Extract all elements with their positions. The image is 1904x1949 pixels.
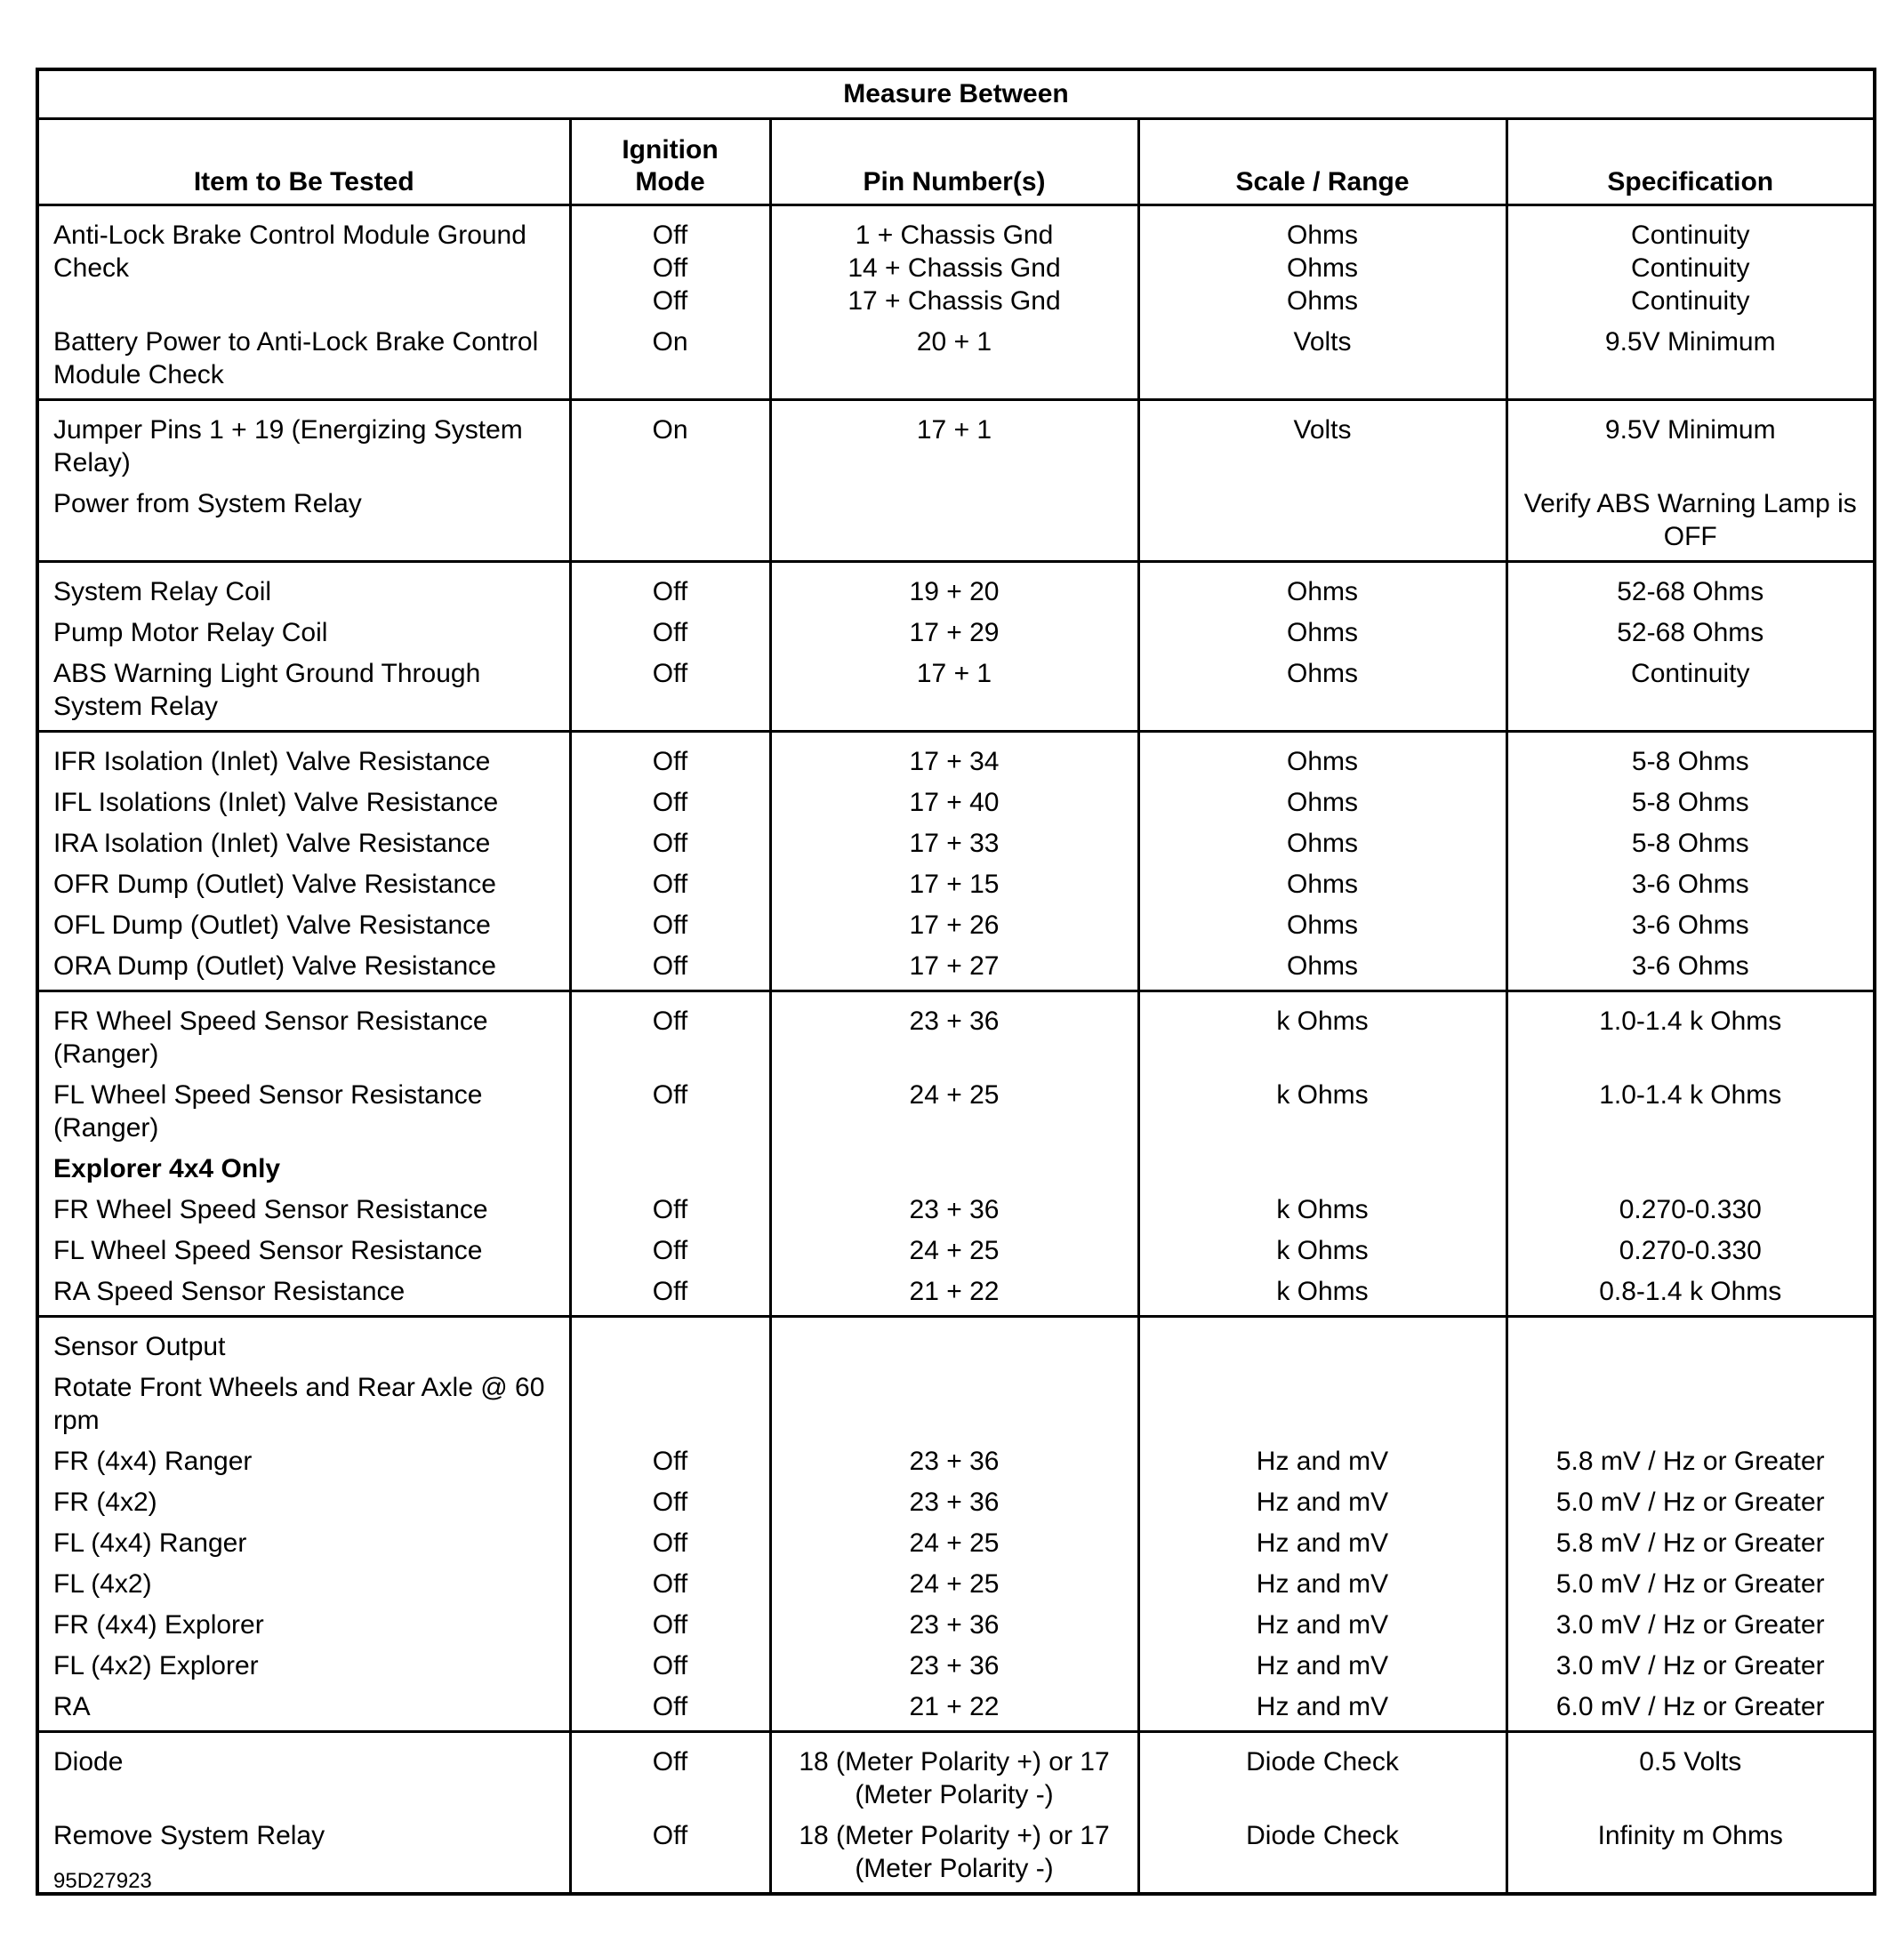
cell-spec: 3.0 mV / Hz or Greater bbox=[1506, 1649, 1875, 1690]
table-row bbox=[37, 325, 1875, 400]
cell-spec: Verify ABS Warning Lamp is OFF bbox=[1506, 487, 1875, 562]
cell-spec: 0.5 Volts bbox=[1506, 1732, 1875, 1820]
cell-scale bbox=[1138, 487, 1506, 562]
table-row bbox=[37, 868, 1875, 909]
cell-pins: 17 + 29 bbox=[770, 616, 1138, 657]
cell-spec: 3.0 mV / Hz or Greater bbox=[1506, 1608, 1875, 1649]
cell-scale: Ohms bbox=[1138, 909, 1506, 950]
cell-mode bbox=[570, 1371, 770, 1445]
cell-spec bbox=[1506, 1371, 1875, 1445]
cell-mode: Off bbox=[570, 950, 770, 991]
cell-scale: Ohms bbox=[1138, 616, 1506, 657]
cell-scale bbox=[1138, 1152, 1506, 1193]
cell-mode: Off bbox=[570, 991, 770, 1079]
table-row bbox=[37, 732, 1875, 787]
cell-spec: 5.8 mV / Hz or Greater bbox=[1506, 1445, 1875, 1486]
cell-spec: 9.5V Minimum bbox=[1506, 325, 1875, 400]
cell-spec bbox=[1506, 1317, 1875, 1372]
cell-mode: Off bbox=[570, 827, 770, 868]
cell-mode: Off bbox=[570, 1608, 770, 1649]
table-row bbox=[37, 1649, 1875, 1690]
cell-item: OFL Dump (Outlet) Valve Resistance bbox=[37, 909, 570, 950]
table-row bbox=[37, 1317, 1875, 1372]
cell-mode: Off bbox=[570, 732, 770, 787]
cell-pins: 17 + 40 bbox=[770, 786, 1138, 827]
cell-pins: 23 + 36 bbox=[770, 1649, 1138, 1690]
cell-scale: Ohms bbox=[1138, 562, 1506, 617]
cell-pins: 18 (Meter Polarity +) or 17 (Meter Polarity -) bbox=[770, 1819, 1138, 1894]
cell-pins: 17 + 1 bbox=[770, 400, 1138, 488]
table-group bbox=[37, 562, 1875, 732]
header-specification: Specification bbox=[1506, 119, 1875, 205]
cell-item: Battery Power to Anti-Lock Brake Control Module Check bbox=[37, 325, 570, 400]
header-item: Item to Be Tested bbox=[37, 119, 570, 205]
cell-spec: Continuity Continuity Continuity bbox=[1506, 205, 1875, 326]
cell-scale: k Ohms bbox=[1138, 1275, 1506, 1317]
cell-scale: Hz and mV bbox=[1138, 1608, 1506, 1649]
cell-mode: Off bbox=[570, 786, 770, 827]
cell-item: FL Wheel Speed Sensor Resistance bbox=[37, 1234, 570, 1275]
cell-scale bbox=[1138, 1371, 1506, 1445]
cell-mode: Off bbox=[570, 1732, 770, 1820]
cell-mode bbox=[570, 1317, 770, 1372]
table-row bbox=[37, 205, 1875, 326]
cell-spec: 0.270-0.330 bbox=[1506, 1234, 1875, 1275]
cell-mode: Off Off Off bbox=[570, 205, 770, 326]
cell-mode bbox=[570, 487, 770, 562]
cell-spec: 3-6 Ohms bbox=[1506, 909, 1875, 950]
cell-mode: Off bbox=[570, 1234, 770, 1275]
cell-pins: 1 + Chassis Gnd 14 + Chassis Gnd 17 + Chassis Gnd bbox=[770, 205, 1138, 326]
cell-mode: Off bbox=[570, 1649, 770, 1690]
cell-spec bbox=[1506, 1152, 1875, 1193]
cell-mode: Off bbox=[570, 1193, 770, 1234]
cell-item: FR (4x4) Ranger bbox=[37, 1445, 570, 1486]
measurement-table bbox=[36, 68, 1876, 1896]
table-group bbox=[37, 205, 1875, 400]
table-row bbox=[37, 1486, 1875, 1527]
measurement-table-container bbox=[36, 68, 1873, 1896]
cell-scale: Hz and mV bbox=[1138, 1690, 1506, 1732]
table-row bbox=[37, 991, 1875, 1079]
cell-pins: 24 + 25 bbox=[770, 1527, 1138, 1568]
cell-scale: Diode Check bbox=[1138, 1819, 1506, 1894]
cell-pins: 20 + 1 bbox=[770, 325, 1138, 400]
header-scale-range: Scale / Range bbox=[1138, 119, 1506, 205]
cell-scale: Ohms bbox=[1138, 657, 1506, 732]
header-ignition-mode: Ignition Mode bbox=[570, 119, 770, 205]
cell-spec: 52-68 Ohms bbox=[1506, 616, 1875, 657]
table-group bbox=[37, 1732, 1875, 1895]
cell-item: FL (4x4) Ranger bbox=[37, 1527, 570, 1568]
cell-scale: Ohms bbox=[1138, 786, 1506, 827]
cell-scale: Ohms bbox=[1138, 868, 1506, 909]
cell-scale: Ohms Ohms Ohms bbox=[1138, 205, 1506, 326]
cell-mode: On bbox=[570, 400, 770, 488]
cell-item: System Relay Coil bbox=[37, 562, 570, 617]
cell-pins bbox=[770, 1371, 1138, 1445]
cell-item: FL (4x2) bbox=[37, 1568, 570, 1608]
cell-pins: 17 + 34 bbox=[770, 732, 1138, 787]
cell-scale: Hz and mV bbox=[1138, 1649, 1506, 1690]
cell-item: ORA Dump (Outlet) Valve Resistance bbox=[37, 950, 570, 991]
table-row bbox=[37, 1608, 1875, 1649]
table-row bbox=[37, 950, 1875, 991]
table-row bbox=[37, 1152, 1875, 1193]
cell-pins: 17 + 26 bbox=[770, 909, 1138, 950]
table-row bbox=[37, 562, 1875, 617]
cell-pins: 24 + 25 bbox=[770, 1079, 1138, 1152]
cell-mode: Off bbox=[570, 1486, 770, 1527]
cell-item: Rotate Front Wheels and Rear Axle @ 60 rpm bbox=[37, 1371, 570, 1445]
cell-scale: Hz and mV bbox=[1138, 1568, 1506, 1608]
cell-spec: Continuity bbox=[1506, 657, 1875, 732]
super-header: Measure Between bbox=[37, 69, 1875, 119]
cell-scale: k Ohms bbox=[1138, 991, 1506, 1079]
cell-mode: Off bbox=[570, 1568, 770, 1608]
cell-spec: 3-6 Ohms bbox=[1506, 868, 1875, 909]
cell-spec: 5.0 mV / Hz or Greater bbox=[1506, 1486, 1875, 1527]
cell-item: FR Wheel Speed Sensor Resistance bbox=[37, 1193, 570, 1234]
cell-spec: 9.5V Minimum bbox=[1506, 400, 1875, 488]
cell-mode: Off bbox=[570, 909, 770, 950]
table-group bbox=[37, 732, 1875, 991]
cell-mode: Off bbox=[570, 1819, 770, 1894]
cell-pins: 23 + 36 bbox=[770, 1486, 1138, 1527]
cell-pins: 17 + 1 bbox=[770, 657, 1138, 732]
table-row bbox=[37, 1371, 1875, 1445]
cell-scale: Hz and mV bbox=[1138, 1527, 1506, 1568]
section-label-explorer: Explorer 4x4 Only bbox=[37, 1152, 570, 1193]
cell-item: IRA Isolation (Inlet) Valve Resistance bbox=[37, 827, 570, 868]
table-row bbox=[37, 1527, 1875, 1568]
cell-item: IFR Isolation (Inlet) Valve Resistance bbox=[37, 732, 570, 787]
table-row bbox=[37, 827, 1875, 868]
cell-item: FR Wheel Speed Sensor Resistance (Ranger) bbox=[37, 991, 570, 1079]
cell-item: FL (4x2) Explorer bbox=[37, 1649, 570, 1690]
figure-code: 95D27923 bbox=[53, 1869, 152, 1893]
table-group bbox=[37, 1317, 1875, 1732]
cell-mode: Off bbox=[570, 1445, 770, 1486]
cell-spec: 5-8 Ohms bbox=[1506, 786, 1875, 827]
cell-mode: Off bbox=[570, 657, 770, 732]
cell-mode: Off bbox=[570, 868, 770, 909]
cell-pins: 24 + 25 bbox=[770, 1234, 1138, 1275]
cell-pins: 21 + 22 bbox=[770, 1275, 1138, 1317]
cell-pins: 23 + 36 bbox=[770, 1193, 1138, 1234]
cell-spec: 1.0-1.4 k Ohms bbox=[1506, 1079, 1875, 1152]
cell-spec: 52-68 Ohms bbox=[1506, 562, 1875, 617]
table-row bbox=[37, 1732, 1875, 1820]
cell-pins bbox=[770, 1317, 1138, 1372]
cell-pins: 23 + 36 bbox=[770, 1445, 1138, 1486]
cell-mode: Off bbox=[570, 562, 770, 617]
cell-item: Remove System Relay bbox=[37, 1819, 570, 1894]
cell-pins: 17 + 27 bbox=[770, 950, 1138, 991]
cell-pins: 18 (Meter Polarity +) or 17 (Meter Polarity -) bbox=[770, 1732, 1138, 1820]
cell-item: Diode bbox=[37, 1732, 570, 1820]
table-row bbox=[37, 1275, 1875, 1317]
cell-pins: 24 + 25 bbox=[770, 1568, 1138, 1608]
cell-item: Jumper Pins 1 + 19 (Energizing System Relay) bbox=[37, 400, 570, 488]
cell-spec: Infinity m Ohms bbox=[1506, 1819, 1875, 1894]
cell-scale: k Ohms bbox=[1138, 1193, 1506, 1234]
cell-mode: Off bbox=[570, 1079, 770, 1152]
cell-spec: 1.0-1.4 k Ohms bbox=[1506, 991, 1875, 1079]
table-row bbox=[37, 1568, 1875, 1608]
cell-item: Power from System Relay bbox=[37, 487, 570, 562]
cell-scale: k Ohms bbox=[1138, 1234, 1506, 1275]
table-row bbox=[37, 1193, 1875, 1234]
cell-spec: 5.8 mV / Hz or Greater bbox=[1506, 1527, 1875, 1568]
cell-scale: Volts bbox=[1138, 325, 1506, 400]
cell-item: IFL Isolations (Inlet) Valve Resistance bbox=[37, 786, 570, 827]
table-row bbox=[37, 786, 1875, 827]
cell-item: ABS Warning Light Ground Through System Relay bbox=[37, 657, 570, 732]
cell-scale: Hz and mV bbox=[1138, 1486, 1506, 1527]
cell-item: OFR Dump (Outlet) Valve Resistance bbox=[37, 868, 570, 909]
cell-scale: Ohms bbox=[1138, 827, 1506, 868]
header-pin-numbers: Pin Number(s) bbox=[770, 119, 1138, 205]
cell-item: FR (4x4) Explorer bbox=[37, 1608, 570, 1649]
table-row bbox=[37, 1690, 1875, 1732]
table-row bbox=[37, 1234, 1875, 1275]
table-group bbox=[37, 991, 1875, 1317]
table-row bbox=[37, 1445, 1875, 1486]
cell-pins: 17 + 33 bbox=[770, 827, 1138, 868]
table-row bbox=[37, 657, 1875, 732]
cell-pins: 19 + 20 bbox=[770, 562, 1138, 617]
cell-pins: 23 + 36 bbox=[770, 991, 1138, 1079]
cell-spec: 5.0 mV / Hz or Greater bbox=[1506, 1568, 1875, 1608]
table-row bbox=[37, 1079, 1875, 1152]
table-row bbox=[37, 400, 1875, 488]
cell-scale: Diode Check bbox=[1138, 1732, 1506, 1820]
cell-spec: 5-8 Ohms bbox=[1506, 827, 1875, 868]
cell-pins: 17 + 15 bbox=[770, 868, 1138, 909]
cell-mode: On bbox=[570, 325, 770, 400]
cell-item: FL Wheel Speed Sensor Resistance (Ranger) bbox=[37, 1079, 570, 1152]
cell-pins: 23 + 36 bbox=[770, 1608, 1138, 1649]
cell-item: RA Speed Sensor Resistance bbox=[37, 1275, 570, 1317]
table-row bbox=[37, 616, 1875, 657]
cell-mode: Off bbox=[570, 616, 770, 657]
cell-spec: 0.270-0.330 bbox=[1506, 1193, 1875, 1234]
cell-item: RA bbox=[37, 1690, 570, 1732]
cell-pins bbox=[770, 487, 1138, 562]
cell-scale: Volts bbox=[1138, 400, 1506, 488]
cell-mode bbox=[570, 1152, 770, 1193]
cell-scale: k Ohms bbox=[1138, 1079, 1506, 1152]
cell-mode: Off bbox=[570, 1275, 770, 1317]
cell-pins: 21 + 22 bbox=[770, 1690, 1138, 1732]
table-row bbox=[37, 909, 1875, 950]
cell-item: Anti-Lock Brake Control Module Ground Check bbox=[37, 205, 570, 326]
table-row bbox=[37, 1819, 1875, 1894]
cell-scale: Ohms bbox=[1138, 732, 1506, 787]
cell-mode: Off bbox=[570, 1527, 770, 1568]
table-group bbox=[37, 400, 1875, 562]
cell-pins bbox=[770, 1152, 1138, 1193]
cell-spec: 6.0 mV / Hz or Greater bbox=[1506, 1690, 1875, 1732]
cell-item: Sensor Output bbox=[37, 1317, 570, 1372]
cell-item: Pump Motor Relay Coil bbox=[37, 616, 570, 657]
cell-mode: Off bbox=[570, 1690, 770, 1732]
table-row bbox=[37, 487, 1875, 562]
cell-item: FR (4x2) bbox=[37, 1486, 570, 1527]
cell-scale bbox=[1138, 1317, 1506, 1372]
cell-scale: Ohms bbox=[1138, 950, 1506, 991]
cell-spec: 5-8 Ohms bbox=[1506, 732, 1875, 787]
cell-spec: 0.8-1.4 k Ohms bbox=[1506, 1275, 1875, 1317]
cell-scale: Hz and mV bbox=[1138, 1445, 1506, 1486]
cell-spec: 3-6 Ohms bbox=[1506, 950, 1875, 991]
